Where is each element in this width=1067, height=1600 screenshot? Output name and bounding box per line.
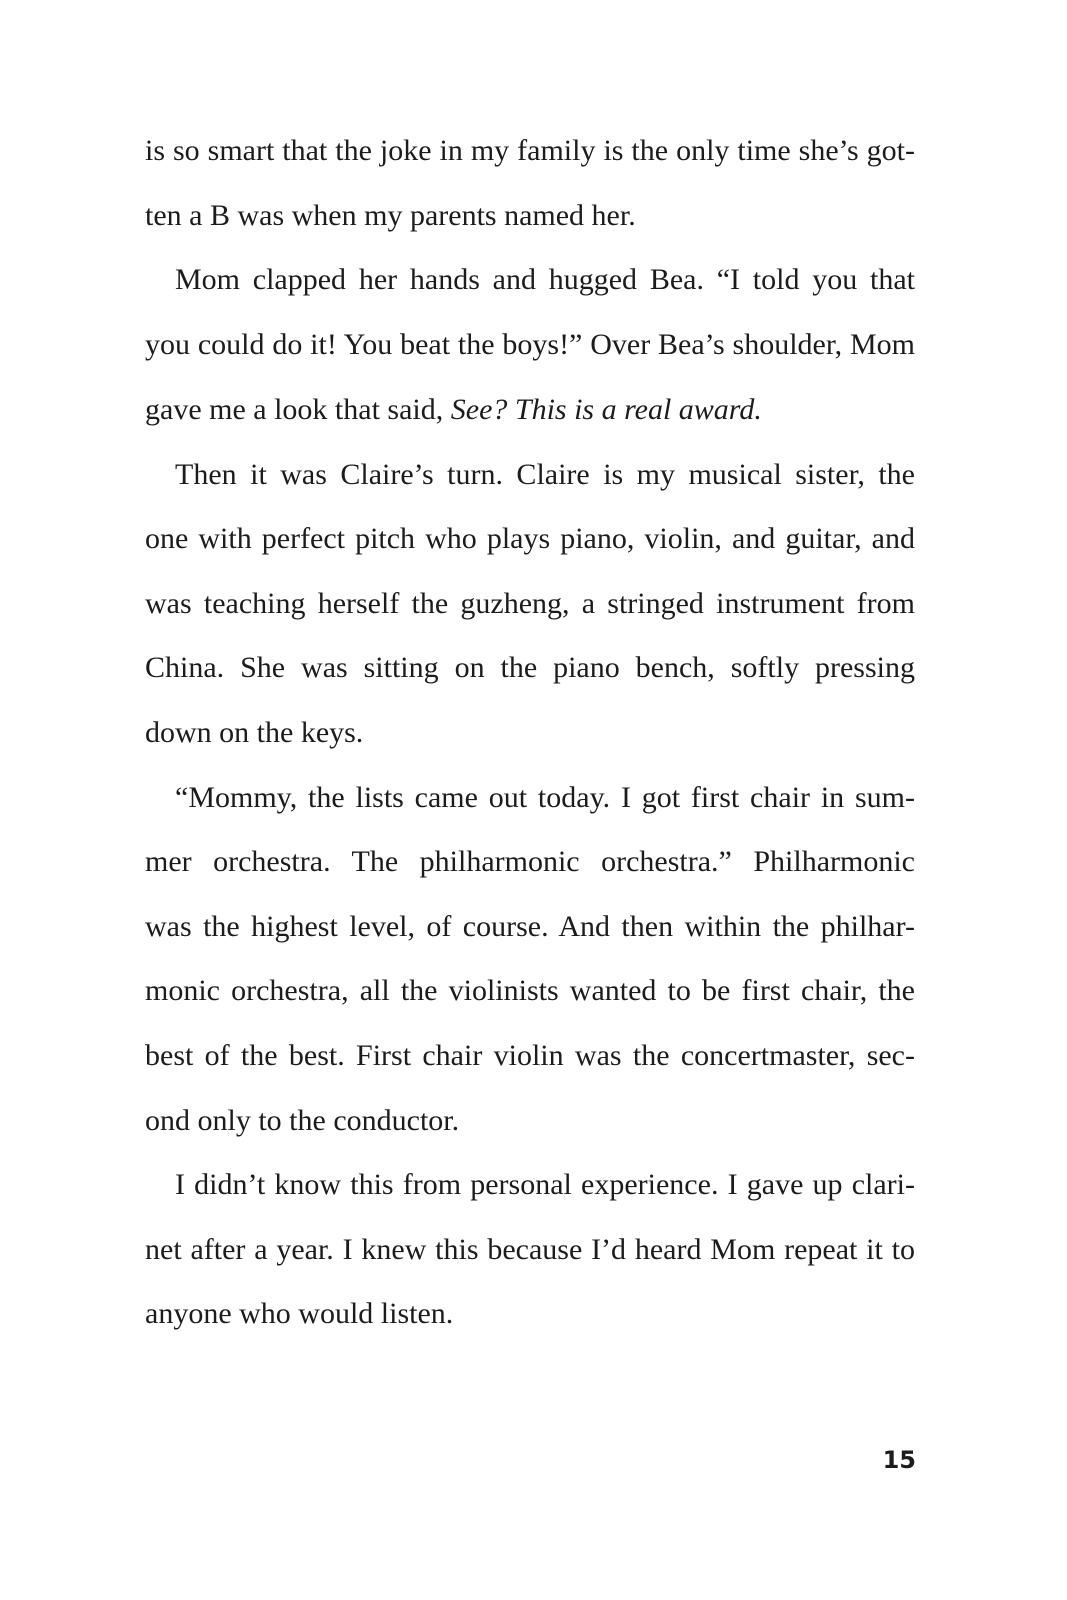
text-run: gave me a look that said, bbox=[145, 393, 451, 426]
text-line: China. She was sitting on the piano bench, softly pressing bbox=[145, 651, 915, 684]
text-line: ond only to the conductor. bbox=[145, 1104, 460, 1137]
text-line: down on the keys. bbox=[145, 716, 364, 749]
text-line: “Mommy, the lists came out today. I got first chair in sum- bbox=[175, 781, 915, 814]
text-line: was the highest level, of course. And then within the philhar- bbox=[145, 910, 915, 943]
text-line: anyone who would listen. bbox=[145, 1297, 454, 1330]
text-line: is so smart that the joke in my family is the only time she’s got- bbox=[145, 134, 915, 167]
text-line: Mom clapped her hands and hugged Bea. “I told you that bbox=[175, 263, 915, 296]
text-line: you could do it! You beat the boys!” Over Bea’s shoulder, Mom bbox=[145, 328, 915, 361]
text-line: was teaching herself the guzheng, a stringed instrument from bbox=[145, 587, 915, 620]
text-line: one with perfect pitch who plays piano, violin, and guitar, and bbox=[145, 522, 915, 555]
text-line: ten a B was when my parents named her. bbox=[145, 199, 636, 232]
text-line bbox=[145, 388, 915, 432]
text-line: mer orchestra. The philharmonic orchestra.” Philharmonic bbox=[145, 845, 915, 878]
text-line: monic orchestra, all the violinists wanted to be first chair, the bbox=[145, 974, 915, 1007]
text-line: Then it was Claire’s turn. Claire is my musical sister, the bbox=[175, 458, 915, 491]
page-number: 15 bbox=[882, 1446, 916, 1474]
text-line: net after a year. I knew this because I’d heard Mom repeat it to bbox=[145, 1233, 915, 1266]
text-line: I didn’t know this from personal experience. I gave up clari- bbox=[175, 1168, 915, 1201]
text-line: best of the best. First chair violin was the concertmaster, sec- bbox=[145, 1039, 915, 1072]
italic-text-run: See? This is a real award. bbox=[450, 393, 762, 426]
